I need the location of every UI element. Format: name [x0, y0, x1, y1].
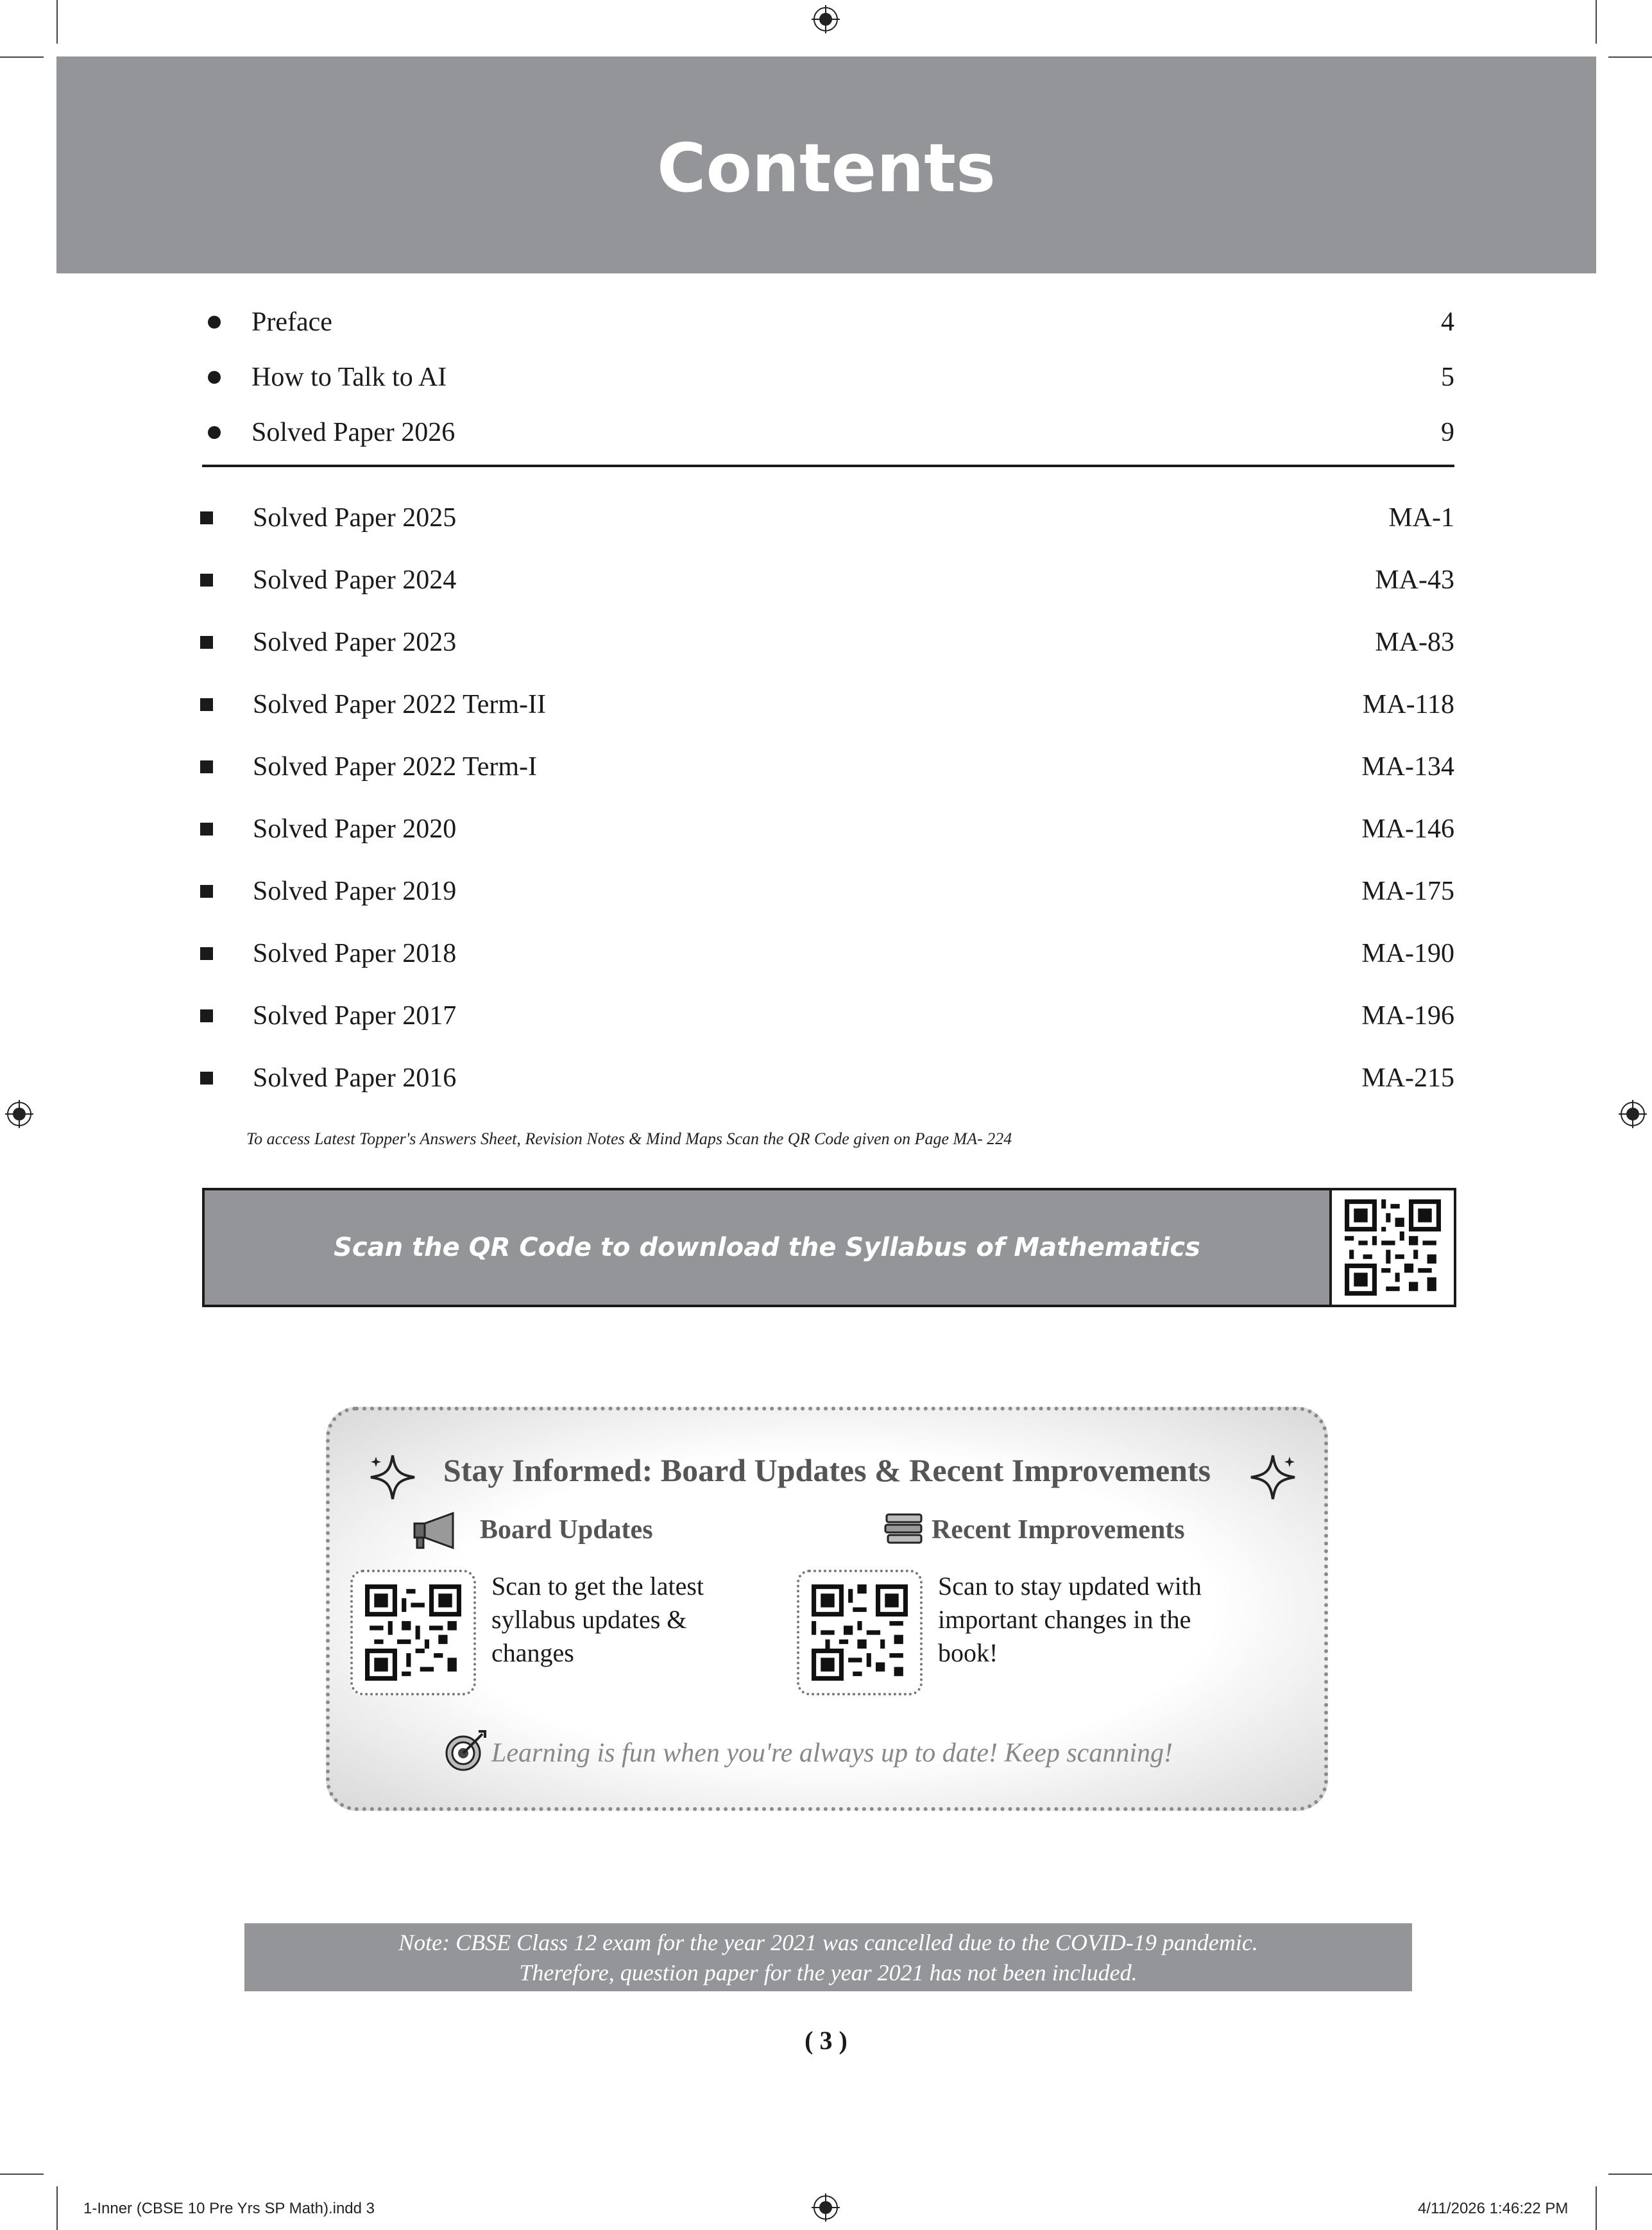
registration-mark-icon [5, 1100, 33, 1128]
bullet-square-icon [200, 698, 213, 711]
toc-page: MA-175 [1361, 877, 1454, 906]
board-updates-line: syllabus updates & [491, 1605, 687, 1634]
bullet-dot-icon [208, 371, 221, 384]
toc-page: MA-83 [1375, 628, 1454, 657]
page-title: Contents [657, 129, 996, 207]
qr-code-icon [1345, 1199, 1441, 1296]
toc-item[interactable] [200, 623, 1454, 662]
section-divider [202, 465, 1454, 467]
page-number: ( 3 ) [805, 2026, 847, 2055]
crop-mark [0, 56, 44, 58]
toc-label: Solved Paper 2020 [253, 814, 457, 844]
toc-item[interactable] [200, 303, 1454, 341]
toc-page: MA-196 [1361, 1001, 1454, 1031]
toc-item[interactable] [200, 997, 1454, 1035]
recent-improvements-heading: Recent Improvements [932, 1515, 1185, 1545]
access-note: To access Latest Topper's Answers Sheet, Revision Notes & Mind Maps Scan the QR Code given on Page MA- 224 [246, 1129, 1012, 1148]
toc-item[interactable] [200, 358, 1454, 397]
toc-page: MA-146 [1361, 814, 1454, 844]
toc-label: Solved Paper 2017 [253, 1001, 457, 1031]
toc-page: MA-43 [1375, 565, 1454, 595]
toc-item[interactable] [200, 561, 1454, 599]
crop-mark [1596, 0, 1597, 44]
recent-improvements-line: important changes in the [938, 1605, 1191, 1634]
recent-improvements-line: Scan to stay updated with [938, 1572, 1202, 1600]
target-icon [443, 1729, 488, 1774]
toc-label: Solved Paper 2026 [251, 418, 456, 447]
registration-mark-icon [812, 2193, 840, 2222]
toc-page: 5 [1441, 363, 1454, 392]
toc-page: MA-118 [1362, 690, 1454, 719]
footer-file: 1-Inner (CBSE 10 Pre Yrs SP Math).indd 3 [83, 2200, 375, 2217]
bullet-square-icon [200, 511, 213, 524]
toc-item[interactable] [200, 934, 1454, 973]
covid-note-line: Therefore, question paper for the year 2021 has not been included. [519, 1960, 1137, 1986]
toc-page: MA-190 [1361, 939, 1454, 968]
toc-label: Solved Paper 2024 [253, 565, 457, 595]
bullet-square-icon [200, 1072, 213, 1085]
bullet-square-icon [200, 636, 213, 649]
bullet-square-icon [200, 885, 213, 898]
bullet-square-icon [200, 947, 213, 960]
toc-page: MA-215 [1361, 1063, 1454, 1093]
toc-label: Solved Paper 2022 Term-I [253, 752, 538, 782]
toc-item[interactable] [200, 685, 1454, 724]
recent-improvements-text [938, 1570, 1202, 1670]
toc-page: MA-134 [1361, 752, 1454, 782]
toc-item[interactable] [200, 748, 1454, 786]
board-updates-text [491, 1570, 704, 1670]
crop-mark [1608, 56, 1652, 58]
toc-item[interactable] [200, 872, 1454, 911]
bullet-dot-icon [208, 426, 221, 439]
registration-mark-icon [1619, 1100, 1647, 1128]
crop-mark [56, 2186, 58, 2230]
toc-label: Solved Paper 2022 Term-II [253, 690, 547, 719]
toc-item[interactable] [200, 499, 1454, 537]
qr-code-icon [812, 1584, 908, 1681]
footer-timestamp: 4/11/2026 1:46:22 PM [1418, 2200, 1569, 2217]
tagline: Learning is fun when you're always up to date! Keep scanning! [491, 1738, 1173, 1768]
toc-label: Solved Paper 2018 [253, 939, 457, 968]
board-updates-line: changes [491, 1638, 574, 1667]
toc-label: Solved Paper 2016 [253, 1063, 457, 1093]
board-updates-line: Scan to get the latest [491, 1572, 704, 1600]
crop-mark [0, 2174, 44, 2175]
syllabus-qr[interactable] [1329, 1190, 1454, 1305]
toc-label: How to Talk to AI [251, 363, 447, 392]
toc-label: Solved Paper 2023 [253, 628, 457, 657]
board-updates-qr[interactable] [350, 1570, 476, 1695]
toc-item[interactable] [200, 810, 1454, 848]
registration-mark-icon [812, 5, 840, 33]
covid-note-line: Note: CBSE Class 12 exam for the year 2021 was cancelled due to the COVID-19 pandemic. [398, 1930, 1258, 1955]
bullet-square-icon [200, 760, 213, 773]
toc-page: MA-1 [1388, 503, 1454, 533]
crop-mark [1596, 2186, 1597, 2230]
syllabus-banner-text: Scan the QR Code to download the Syllabus of Mathematics [334, 1233, 1200, 1262]
bullet-square-icon [200, 1009, 213, 1022]
toc-label: Solved Paper 2019 [253, 877, 457, 906]
toc-page: 4 [1441, 307, 1454, 337]
qr-code-icon [365, 1584, 461, 1681]
books-icon [883, 1509, 925, 1552]
crop-mark [1608, 2174, 1652, 2175]
bullet-dot-icon [208, 316, 221, 329]
stay-informed-title: Stay Informed: Board Updates & Recent Improvements [443, 1452, 1211, 1488]
recent-improvements-qr[interactable] [797, 1570, 923, 1695]
recent-improvements-line: book! [938, 1638, 998, 1667]
toc-page: 9 [1441, 418, 1454, 447]
toc-item[interactable] [200, 1059, 1454, 1097]
bullet-square-icon [200, 823, 213, 836]
bullet-square-icon [200, 574, 213, 587]
toc-label: Solved Paper 2025 [253, 503, 457, 533]
toc-label: Preface [251, 307, 332, 337]
crop-mark [56, 0, 58, 44]
megaphone-icon [411, 1509, 464, 1552]
board-updates-heading: Board Updates [480, 1515, 653, 1545]
toc-item[interactable] [200, 413, 1454, 452]
